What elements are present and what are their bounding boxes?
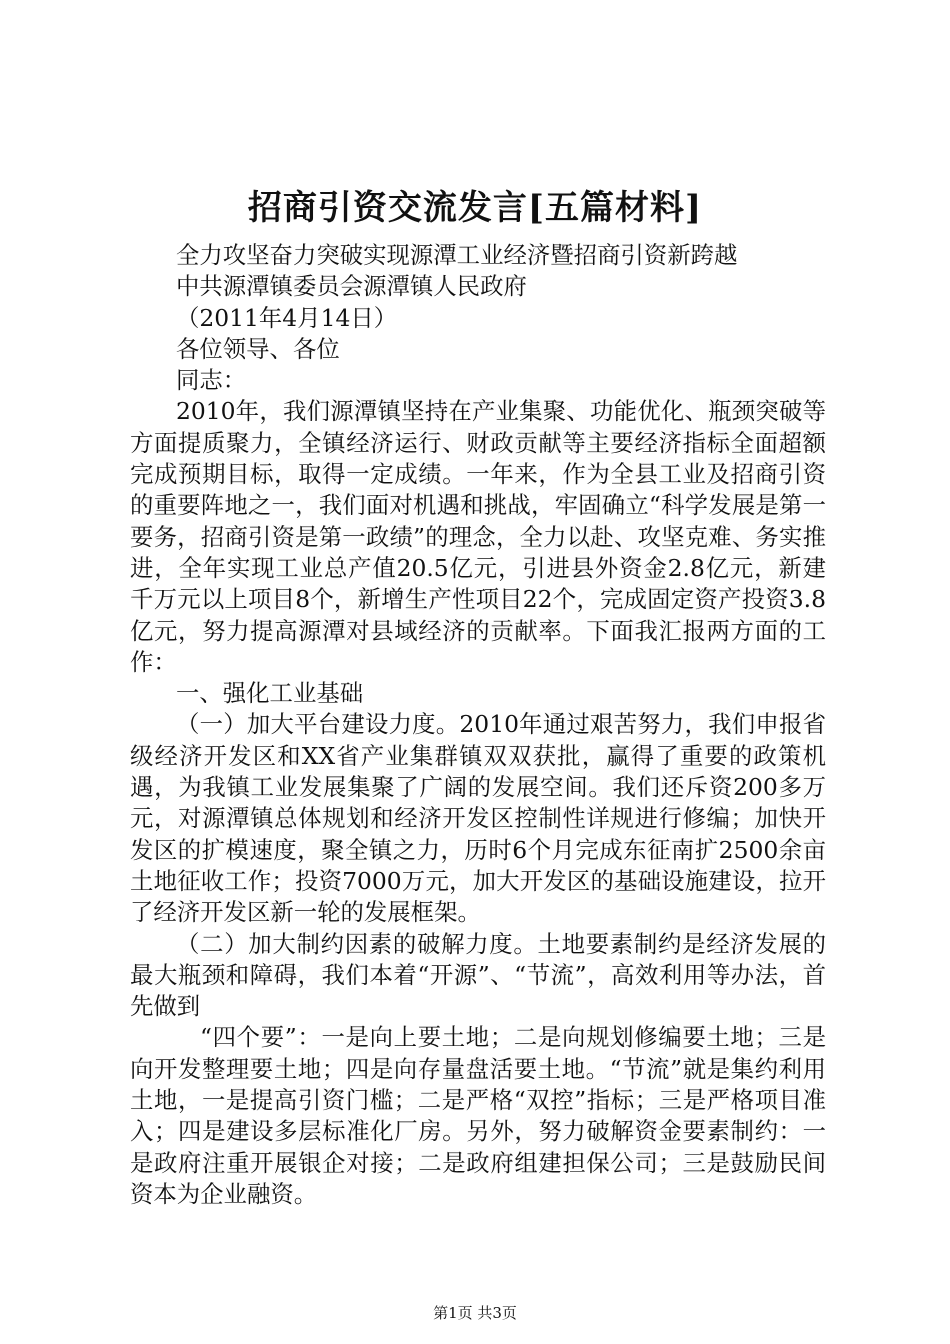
speaker-organization: 中共源潭镇委员会源潭镇人民政府 — [176, 272, 527, 301]
paragraph-four-requirements: “四个要”：一是向上要土地；二是向规划修编要土地；三是向开发整理要土地；四是向存量盘活要土地。“节流”就是集约利用土地，一是提高引资门槛；二是严格“双控”指标；三是严格项目准入；四是建设多层标准化厂房。另外，努力破解资金要素制约：一是政府注重开展银企对接；二是政府组建担保公司；三是鼓励民间资本为企业融资。 — [130, 1023, 826, 1208]
paragraph-constraints: （二）加大制约因素的破解力度。土地要素制约是经济发展的最大瓶颈和障碍，我们本着“开源”、“节流”，高效利用等办法，首先做到 — [130, 929, 826, 1021]
salutation-line-1: 各位领导、各位 — [176, 334, 340, 363]
paragraph-intro: 2010年，我们源潭镇坚持在产业集聚、功能优化、瓶颈突破等方面提质聚力，全镇经济运行、财政贡献等主要经济指标全面超额完成预期目标，取得一定成绩。一年来，作为全县工业及招商引资的重要阵地之一，我们面对机遇和挑战，牢固确立“科学发展是第一要务，招商引资是第一政绩”的理念，全力以赴、攻坚克难、务实推进，全年实现工业总产值20.5亿元，引进县外资金2.8亿元，新建千万元以上项目8个，新增生产性项目22个，完成固定资产投资3.8亿元，努力提高源潭对县域经济的贡献率。下面我汇报两方面的工作： — [130, 397, 826, 676]
paragraph-platform: （一）加大平台建设力度。2010年通过艰苦努力，我们申报省级经济开发区和XX省产业集群镇双双获批，赢得了重要的政策机遇，为我镇工业发展集聚了广阔的发展空间。我们还斥资200多万元，对源潭镇总体规划和经济开发区控制性详规进行修编；加快开发区的扩模速度，聚全镇之力，历时6个月完成东征南扩2500余亩土地征收工作；投资7000万元，加大开发区的基础设施建设，拉开了经济开发区新一轮的发展框架。 — [130, 710, 826, 927]
speech-subtitle: 全力攻坚奋力突破实现源潭工业经济暨招商引资新跨越 — [176, 241, 738, 269]
document-title: 招商引资交流发言[五篇材料] — [247, 188, 703, 228]
page-number: 第1页 共3页 — [433, 1304, 517, 1322]
salutation-line-2: 同志： — [176, 366, 247, 395]
document-body — [130, 240, 826, 1210]
speech-date: （2011年4月14日） — [176, 303, 398, 332]
section-heading: 一、强化工业基础 — [176, 679, 364, 708]
